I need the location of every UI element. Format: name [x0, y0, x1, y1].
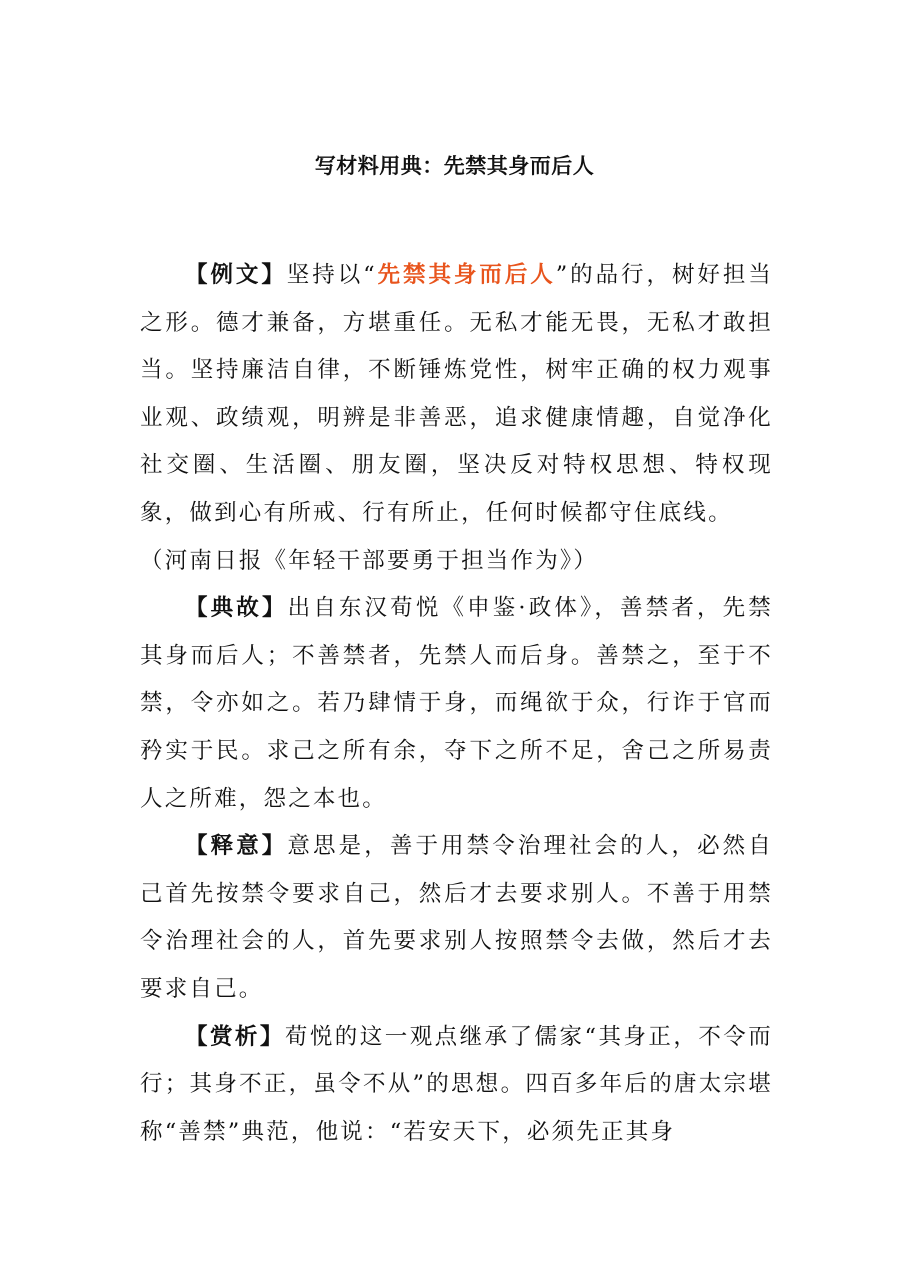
- appreciation-tag: 【赏析】: [185, 1023, 285, 1050]
- meaning-paragraph: [140, 823, 773, 1013]
- example-text-before: 坚持以“: [286, 262, 377, 288]
- document-body: [140, 252, 773, 1156]
- appreciation-text: 荀悦的这一观点继承了儒家“其身正，不令而行；其身不正，虽令不从”的思想。四百多年后的唐太宗堪称“善禁”典范，他说：“若安天下，必须先正其身: [140, 1023, 773, 1145]
- meaning-tag: 【释意】: [185, 833, 288, 860]
- example-highlight: 先禁其身而后人: [376, 262, 556, 288]
- allusion-paragraph: [140, 585, 773, 823]
- example-tag: 【例文】: [185, 262, 287, 288]
- example-source: （河南日报《年轻干部要勇于担当作为》）: [140, 547, 599, 574]
- document-title: 写材料用典：先禁其身而后人: [314, 154, 595, 178]
- meaning-text: 意思是，善于用禁令治理社会的人，必然自己首先按禁令要求自己，然后才去要求别人。不善于用禁令治理社会的人，首先要求别人按照禁令去做，然后才去要求自己。: [140, 833, 773, 1002]
- appreciation-paragraph: [140, 1014, 773, 1157]
- example-paragraph: [140, 252, 773, 538]
- allusion-text: 出自东汉荀悦《申鉴·政体》，善禁者，先禁其身而后人；不善禁者，先禁人而后身。善禁之，至于不禁，令亦如之。若乃肆情于身，而绳欲于众，行诈于官而矜实于民。求己之所有余，夺下之所不足，舍己之所易责人之所难，怨之本也。: [140, 595, 773, 812]
- allusion-tag: 【典故】: [185, 595, 288, 622]
- example-text-after: ”的品行，树好担当之形。德才兼备，方堪重任。无私才能无畏，无私才敢担当。坚持廉洁自律，不断锤炼党性，树牢正确的权力观事业观、政绩观，明辨是非善恶，追求健康情趣，自觉净化社交圈、生活圈、朋友圈，坚决反对特权思想、特权现象，做到心有所戒、行有所止，任何时候都守住底线。: [140, 262, 773, 526]
